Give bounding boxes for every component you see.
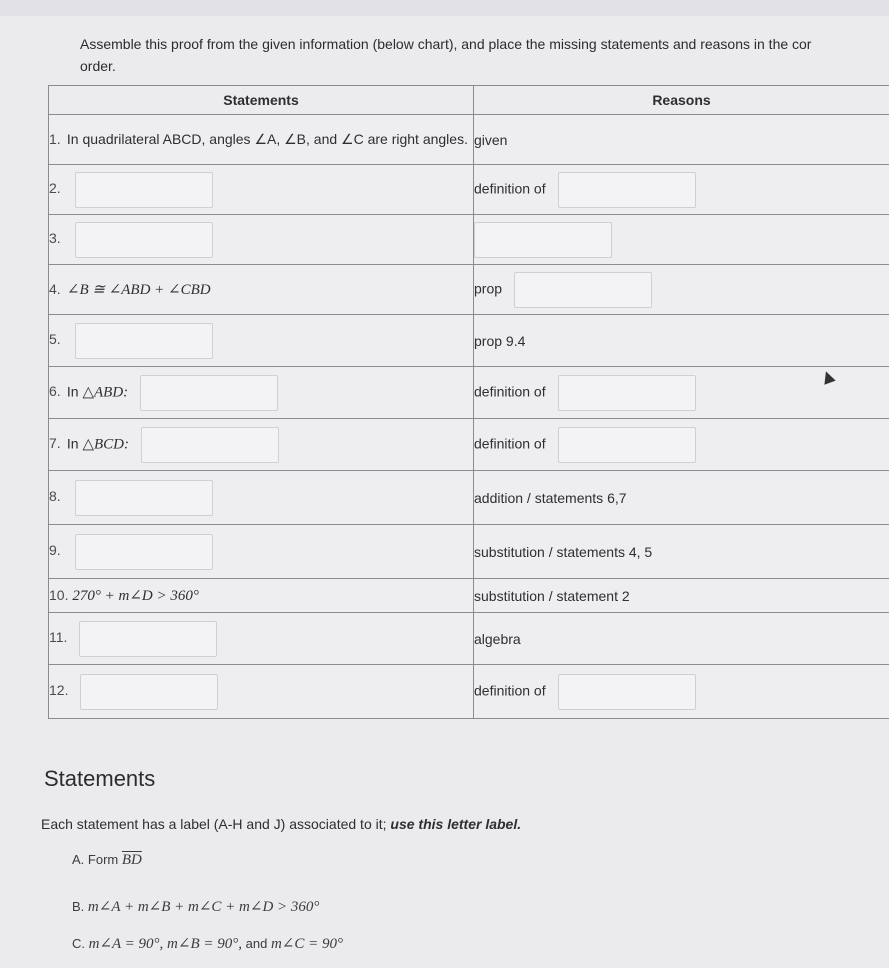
proof-row [49,115,889,165]
statement-option-b[interactable] [72,897,319,916]
statements-section-subtitle [41,816,521,832]
reason-drop-box[interactable] [558,375,696,411]
top-strip [0,0,889,16]
statement-cell [49,215,474,265]
reason-drop-box[interactable] [558,674,696,710]
reason-text: definition of [474,435,546,452]
statement-drop-box[interactable] [140,375,278,411]
row-number: 10. [49,587,69,603]
proof-row [49,579,889,613]
proof-row [49,265,889,315]
reason-text: given [474,131,508,148]
reason-cell [474,419,889,471]
reason-text: substitution / statements 4, 5 [474,543,653,560]
reason-text: definition of [474,682,546,699]
option-label: C. [72,936,85,951]
reason-text: definition of [474,383,546,400]
row-number: 7. [49,435,61,452]
reason-text: addition / statements 6,7 [474,489,627,506]
reason-drop-box[interactable] [474,222,612,258]
option-math: m∠A + m∠B + m∠C + m∠D > 360° [87,899,320,915]
reason-cell [474,665,889,719]
reason-text: prop 9.4 [474,332,526,349]
reason-cell [474,165,889,215]
row-number: 4. [49,281,61,297]
reason-cell [474,115,889,165]
row-number: 8. [49,488,61,505]
proof-row [49,419,889,471]
statement-drop-box[interactable] [75,480,213,516]
reason-cell [474,315,889,367]
reason-cell [474,265,889,315]
statements-header: Statements [49,86,474,115]
reason-cell [474,471,889,525]
proof-row [49,471,889,525]
statement-drop-box[interactable] [79,621,217,657]
triangle-label: △BCD: [82,436,129,453]
statement-cell [49,471,474,525]
subtitle-emphasis: use this letter label. [390,816,522,832]
statement-prefix: In [66,383,79,400]
statement-drop-box[interactable] [75,172,213,208]
reason-cell [474,579,889,613]
statement-cell [49,367,474,419]
statement-cell [49,613,474,665]
statement-cell [49,165,474,215]
reason-cell [474,525,889,579]
statement-option-c[interactable] [72,934,343,953]
reason-text: prop [474,280,503,297]
statement-drop-box[interactable] [75,222,213,258]
statement-cell [49,265,474,315]
proof-row [49,367,889,419]
proof-table [48,85,889,719]
instructions-line-1: Assemble this proof from the given information (below chart), and place the missing statements and reasons in the cor [80,36,812,52]
reasons-header: Reasons [474,86,889,115]
option-text: and [245,936,268,951]
statement-cell [49,525,474,579]
row-number: 12. [49,682,69,699]
subtitle-text: Each statement has a label (A-H and J) associated to it; [41,816,391,832]
proof-row [49,665,889,719]
reason-drop-box[interactable] [558,427,696,463]
reason-drop-box[interactable] [558,172,696,208]
reason-cell [474,613,889,665]
reason-drop-box[interactable] [514,272,652,308]
statement-drop-box[interactable] [75,323,213,359]
statement-text: ∠B ≅ ∠ABD + ∠CBD [66,282,211,298]
option-label: B. [72,899,85,914]
proof-row [49,525,889,579]
instructions-line-2: order. [80,58,116,74]
statement-text: 270° + m∠D > 360° [72,588,199,604]
triangle-label: △ABD: [82,384,129,401]
option-math: $\overline{BD}$ [121,852,142,868]
proof-row [49,613,889,665]
statement-prefix: In [66,435,79,452]
row-number: 11. [49,629,68,646]
row-number: 5. [49,331,61,348]
proof-row [49,215,889,265]
statement-cell [49,315,474,367]
instructions [80,33,889,77]
proof-row [49,165,889,215]
reason-text: algebra [474,630,521,647]
row-number: 1. [49,131,61,147]
statement-drop-box[interactable] [75,534,213,570]
option-label: A. [72,852,85,867]
statement-cell [49,579,474,613]
statement-cell [49,115,474,165]
option-math: m∠C = 90° [270,936,343,952]
option-math: m∠A = 90°, m∠B = 90°, [88,936,242,952]
statement-cell [49,665,474,719]
row-number: 2. [49,180,61,197]
proof-row [49,315,889,367]
statement-cell [49,419,474,471]
statement-option-a[interactable] [72,852,142,869]
reason-text: substitution / statement 2 [474,587,630,604]
reason-text: definition of [474,180,546,197]
statements-section-title: Statements [44,766,156,791]
row-number: 6. [49,383,61,400]
row-number: 9. [49,542,61,559]
statement-drop-box[interactable] [141,427,279,463]
option-text: Form [87,852,119,867]
statement-text: In quadrilateral ABCD, angles ∠A, ∠B, and ∠C are right angles. [66,131,468,147]
row-number: 3. [49,230,61,247]
reason-cell [474,215,889,265]
statement-drop-box[interactable] [80,674,218,710]
